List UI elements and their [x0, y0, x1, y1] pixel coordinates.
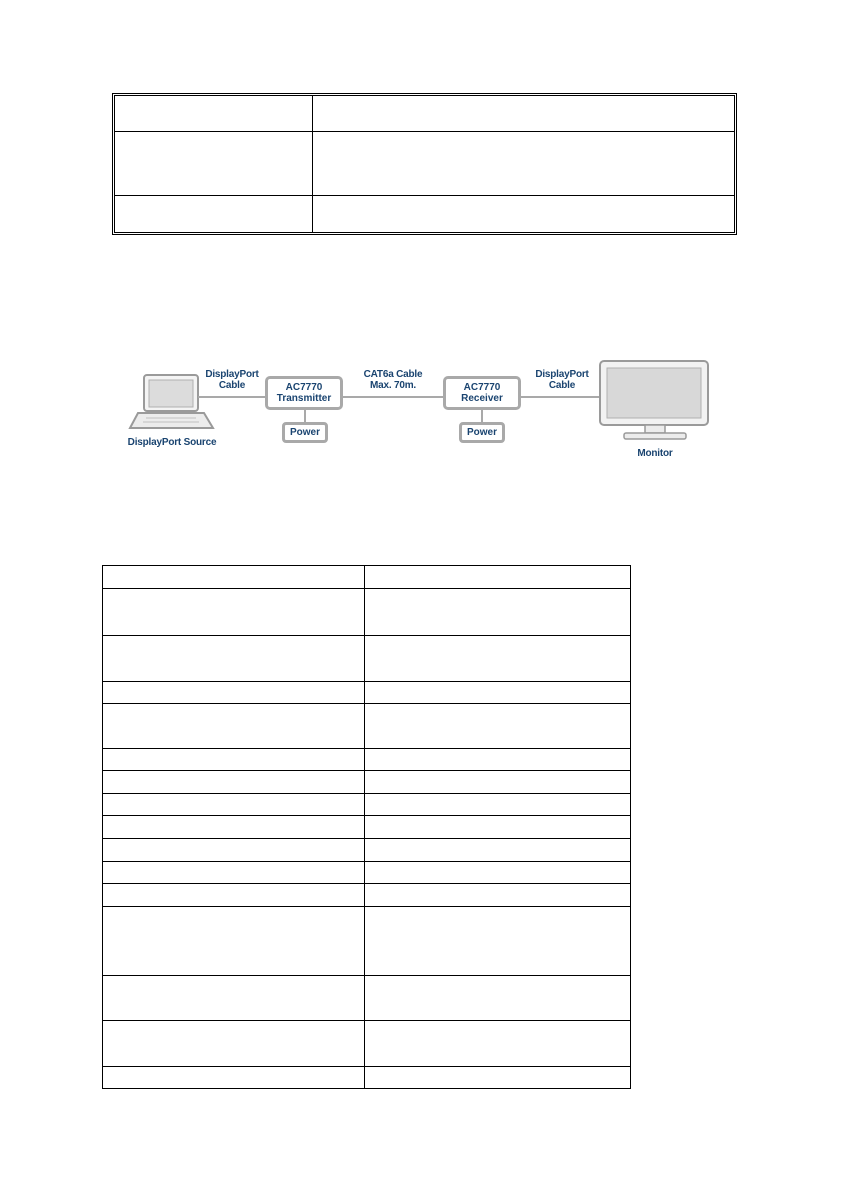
- cable-label-left: DisplayPort Cable: [205, 369, 259, 391]
- receiver-box: [443, 376, 521, 410]
- cable-label-right: DisplayPort Cable: [535, 369, 589, 391]
- table-row: [103, 793, 630, 816]
- table-row: [103, 1020, 630, 1067]
- receiver-model: AC7770: [463, 382, 501, 393]
- table-row: [103, 566, 630, 589]
- table-row: [103, 815, 630, 839]
- table-row: [103, 748, 630, 771]
- source-label: DisplayPort Source: [127, 437, 217, 448]
- table-row: [103, 635, 630, 682]
- monitor-icon: [600, 361, 708, 439]
- table-row: [103, 770, 630, 794]
- transmitter-label: Transmitter: [276, 393, 332, 404]
- power-box-transmitter: Power: [282, 422, 328, 443]
- table-row: [103, 703, 630, 749]
- table-row: [103, 838, 630, 862]
- cat-cable-label: CAT6a Cable Max. 70m.: [363, 369, 423, 391]
- transmitter-box: [265, 376, 343, 410]
- table-row: [103, 681, 630, 704]
- transmitter-model: AC7770: [285, 382, 323, 393]
- table-row: [103, 883, 630, 907]
- table-row: [103, 588, 630, 636]
- spec-table-column-divider: [364, 566, 365, 1088]
- monitor-label: Monitor: [637, 448, 673, 459]
- connection-diagram: [0, 0, 841, 520]
- table-row: [103, 906, 630, 976]
- spec-table: [102, 565, 631, 1089]
- receiver-label: Receiver: [461, 393, 503, 404]
- table-row: [103, 861, 630, 884]
- power-box-receiver: Power: [459, 422, 505, 443]
- table-row: [103, 975, 630, 1021]
